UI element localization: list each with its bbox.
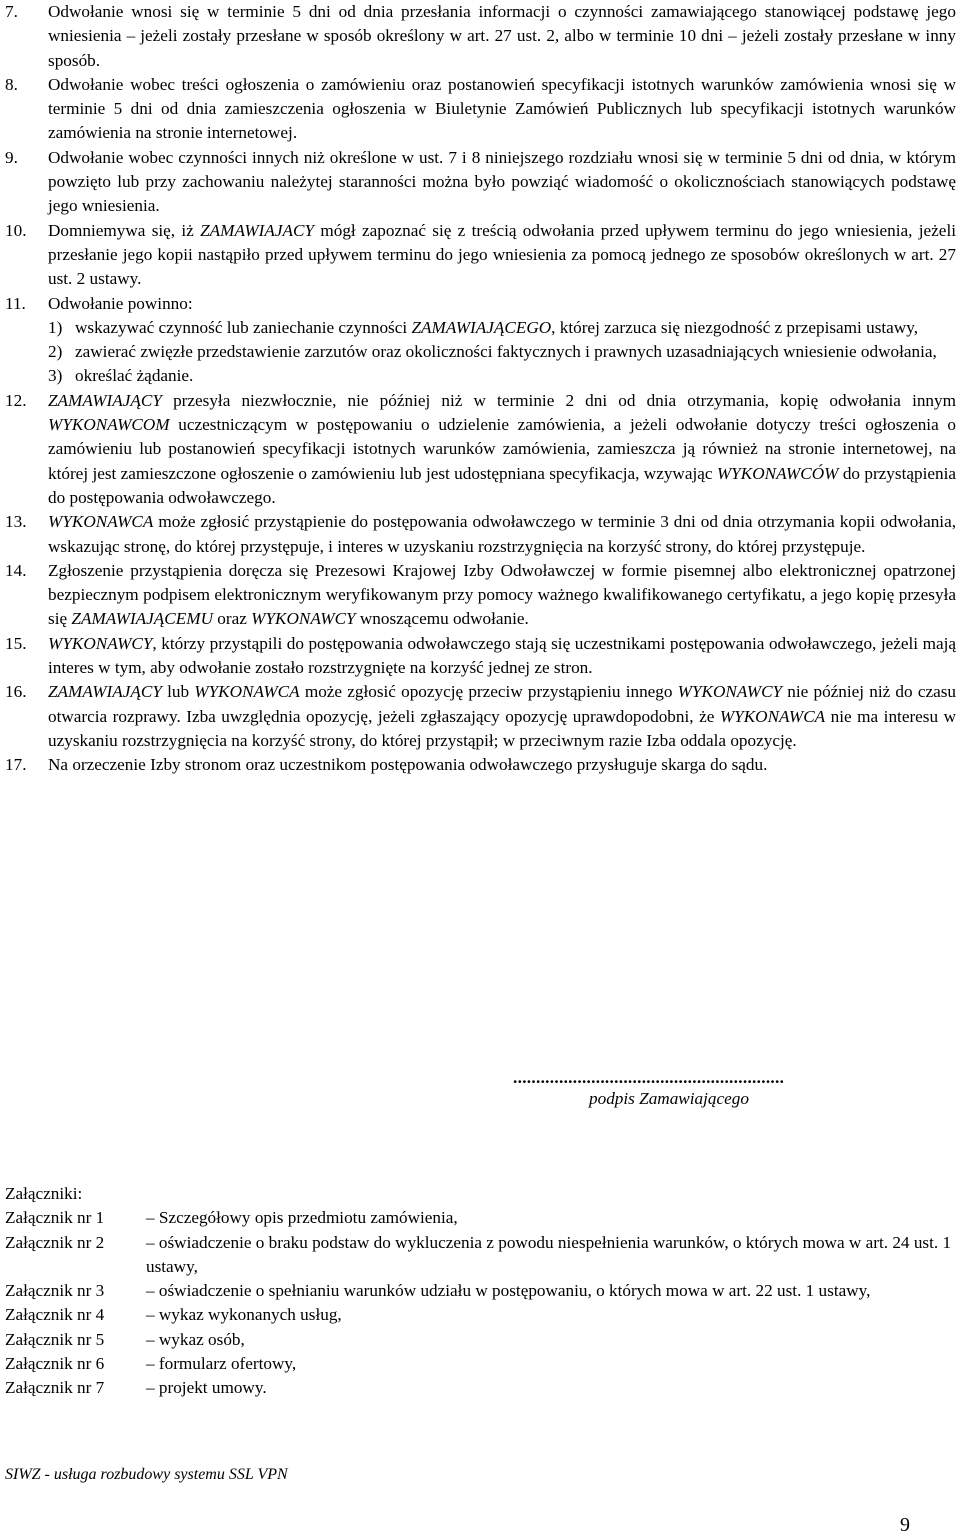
- provision-text: [48, 221, 956, 289]
- emphasized-term: ZAMAWIAJACY: [200, 220, 315, 240]
- provision-item: [0, 146, 960, 219]
- emphasized-term: ZAMAWIAJĄCY: [48, 390, 162, 410]
- provision-item: [0, 680, 960, 753]
- attachment-label: Załącznik nr 2: [5, 1232, 105, 1252]
- signature-line: ...........................................................: [513, 1068, 785, 1087]
- attachment-label: Załącznik nr 5: [5, 1329, 105, 1349]
- document-footer: SIWZ - usługa rozbudowy systemu SSL VPN: [5, 1466, 288, 1483]
- page-number: 9: [900, 1514, 910, 1536]
- provision-number: 11.: [5, 293, 26, 313]
- attachment-item: [0, 1231, 960, 1280]
- provision-text: [48, 561, 956, 629]
- text-segment: Odwołanie wobec czynności innych niż określone w ust. 7 i 8 niniejszego rozdziału wnosi się w terminie 5 dni od dnia, w którym powzięto lub przy zachowaniu należytej staranności można było powziąć wiadomość o okolicznościach stanowiących podstawę jego wniesienia.: [48, 147, 956, 216]
- text-segment: mógł zapoznać się z treścią odwołania przed upływem terminu do jego wniesienia, jeżeli przesłanie jego kopii nastąpiło przed upływem terminu do jego wniesienia za pomocą jednego ze sposobów określonych w art. 27 ust. 2 ustawy.: [48, 220, 956, 289]
- emphasized-term: ZAMAWIAJĄCY: [48, 682, 162, 702]
- sub-item-number: 1): [48, 317, 63, 337]
- emphasized-term: WYKONAWCOM: [48, 415, 170, 435]
- provision-number: 15.: [5, 633, 27, 653]
- provision-item: [0, 389, 960, 510]
- provision-item: [0, 510, 960, 559]
- attachment-item: [0, 1206, 960, 1230]
- provision-text: [48, 391, 956, 507]
- emphasized-term: WYKONAWCA: [719, 706, 826, 726]
- signature-label: podpis Zamawiającego: [589, 1089, 749, 1108]
- text-segment: Odwołanie powinno:: [48, 293, 193, 313]
- sub-item-text: [75, 318, 918, 337]
- attachment-label: Załącznik nr 7: [5, 1378, 105, 1398]
- provision-number: 13.: [5, 512, 27, 532]
- text-segment: Zgłoszenie przystąpienia doręcza się Prezesowi Krajowej Izby Odwoławczej w formie pisemnej albo elektronicznej opatrzonej bezpiecznym podpisem elektronicznym weryfikowanym przy pomocy ważnego kwalifikowanego certyfikatu, a jego kopię przesyła się: [48, 560, 956, 629]
- attachment-item: [0, 1303, 960, 1327]
- attachment-text: – Szczegółowy opis przedmiotu zamówienia,: [146, 1208, 458, 1228]
- text-segment: Domniemywa się, iż: [48, 220, 201, 240]
- text-segment: Odwołanie wobec treści ogłoszenia o zamówieniu oraz postanowień specyfikacji istotnych warunków zamówienia wnosi się w terminie 5 dni od dnia zamieszczenia ogłoszenia w Biuletynie Zamówień Publicznych lub specyfikacji istotnych warunków zamówienia na stronie internetowej.: [48, 74, 956, 143]
- text-segment: uczestniczącym w postępowaniu o udzielenie zamówienia, a jeżeli odwołanie dotyczy treści ogłoszenia o zamówieniu lub postanowień specyfikacji istotnych warunków zamówienia, zamieszcza ją również na stronie internetowej, na której jest zamieszczone ogłoszenie o zamówieniu lub jest udostępniana specyfikacja, wzywając: [48, 415, 956, 483]
- text-segment: nie ma interesu w uzyskaniu rozstrzygnięcia na korzyść strony, do której przystąpił; w przeciwnym razie Izba oddala opozycję.: [48, 706, 956, 750]
- attachment-label: Załącznik nr 1: [5, 1208, 105, 1228]
- provision-number: 17.: [5, 755, 27, 775]
- attachment-item: [0, 1279, 960, 1303]
- provision-text: [48, 512, 956, 555]
- provision-text: [48, 294, 193, 313]
- provision-item: [0, 73, 960, 146]
- provision-item: [0, 219, 960, 292]
- text-segment: do przystąpienia do postępowania odwoławczego.: [48, 463, 956, 507]
- text-segment: oraz: [213, 609, 252, 629]
- text-segment: wnoszącemu odwołanie.: [355, 609, 529, 629]
- provision-text: [48, 75, 956, 143]
- provision-number: 16.: [5, 682, 27, 702]
- provision-number: 14.: [5, 560, 27, 580]
- sub-item: [48, 340, 956, 364]
- provision-item: [0, 559, 960, 632]
- text-segment: przesyła niezwłocznie, nie później niż w terminie 2 dni od dnia otrzymania, kopię odwołania innym: [161, 390, 956, 410]
- attachment-label: Załącznik nr 4: [5, 1305, 105, 1325]
- attachments-section: [0, 1182, 960, 1401]
- attachments-heading: Załączniki:: [5, 1184, 83, 1203]
- emphasized-term: WYKONAWCY: [677, 682, 783, 702]
- attachment-text: – projekt umowy.: [146, 1378, 267, 1398]
- attachment-text: – oświadczenie o braku podstaw do wykluczenia z powodu niespełnienia warunków, o których mowa w art. 24 ust. 1 ustawy,: [146, 1232, 952, 1276]
- attachment-text: – wykaz wykonanych usług,: [146, 1305, 342, 1325]
- text-segment: lub: [161, 682, 195, 702]
- emphasized-term: ZAMAWIAJĄCEMU: [71, 609, 213, 629]
- text-segment: nie później niż do czasu otwarcia rozprawy. Izba uwzględnia opozycję, jeżeli zgłaszający opozycję uprawdopodobni, że: [48, 682, 956, 726]
- text-segment: określać żądanie.: [75, 366, 194, 386]
- attachment-text: – formularz ofertowy,: [146, 1354, 297, 1374]
- attachment-item: [0, 1352, 960, 1376]
- sub-item-text: [75, 366, 193, 385]
- emphasized-term: WYKONAWCÓW: [716, 463, 839, 483]
- attachment-item: [0, 1328, 960, 1352]
- provision-text: [48, 2, 956, 70]
- sub-item-number: 2): [48, 342, 63, 362]
- text-segment: może zgłosić opozycję przeciw przystąpieniu innego: [299, 682, 678, 702]
- emphasized-term: WYKONAWCA: [194, 682, 300, 702]
- sub-item-text: [75, 342, 937, 361]
- provision-item: [0, 0, 960, 73]
- emphasized-term: WYKONAWCY: [48, 633, 153, 653]
- attachment-text: – oświadczenie o spełnianiu warunków udziału w postępowaniu, o których mowa w art. 22 ust. 1 ustawy,: [146, 1281, 871, 1301]
- provision-number: 9.: [5, 147, 18, 167]
- sub-item: [48, 316, 956, 340]
- provision-text: [48, 682, 956, 750]
- text-segment: , którzy przystąpili do postępowania odwoławczego stają się uczestnikami postępowania odwoławczego, jeżeli mają interes w tym, aby odwołanie zostało rozstrzygnięte na korzyść jednej ze stron.: [48, 633, 956, 678]
- emphasized-term: ZAMAWIAJĄCEGO: [411, 317, 552, 337]
- provision-number: 10.: [5, 220, 27, 240]
- sub-item: [48, 364, 956, 388]
- text-segment: , której zarzuca się niezgodność z przepisami ustawy,: [551, 317, 918, 337]
- text-segment: Odwołanie wnosi się w terminie 5 dni od dnia przesłania informacji o czynności zamawiającego stanowiącej podstawę jego wniesienia – jeżeli zostały przesłane w sposób określony w art. 27 ust. 2, albo w terminie 10 dni – jeżeli zostały przesłane w inny sposób.: [48, 2, 956, 70]
- provision-number: 12.: [5, 390, 27, 410]
- provision-item: [0, 753, 960, 777]
- attachment-label: Załącznik nr 6: [5, 1354, 105, 1374]
- sub-item-number: 3): [48, 366, 63, 386]
- emphasized-term: WYKONAWCY: [251, 609, 356, 629]
- text-segment: wskazywać czynność lub zaniechanie czynności: [75, 317, 412, 337]
- provision-text: [48, 148, 956, 216]
- provision-number: 8.: [5, 74, 18, 94]
- provision-item: [0, 632, 960, 681]
- provision-text: [48, 634, 956, 677]
- attachment-text: – wykaz osób,: [146, 1329, 245, 1349]
- text-segment: zawierać zwięzłe przedstawienie zarzutów oraz okoliczności faktycznych i prawnych uzasadniających wniesienie odwołania,: [75, 342, 937, 362]
- attachment-label: Załącznik nr 3: [5, 1281, 105, 1301]
- attachment-item: [0, 1376, 960, 1400]
- text-segment: może zgłosić przystąpienie do postępowania odwoławczego w terminie 3 dni od dnia otrzymania kopii odwołania, wskazując stronę, do której przystępuje, i interes w uzyskaniu rozstrzygnięcia na korzyść strony, do której przystępuje.: [48, 512, 956, 556]
- provision-text: [48, 755, 767, 774]
- emphasized-term: WYKONAWCA: [48, 512, 154, 532]
- text-segment: Na orzeczenie Izby stronom oraz uczestnikom postępowania odwoławczego przysługuje skarga do sądu.: [48, 755, 768, 775]
- provision-number: 7.: [5, 2, 18, 21]
- provision-item: [0, 292, 960, 389]
